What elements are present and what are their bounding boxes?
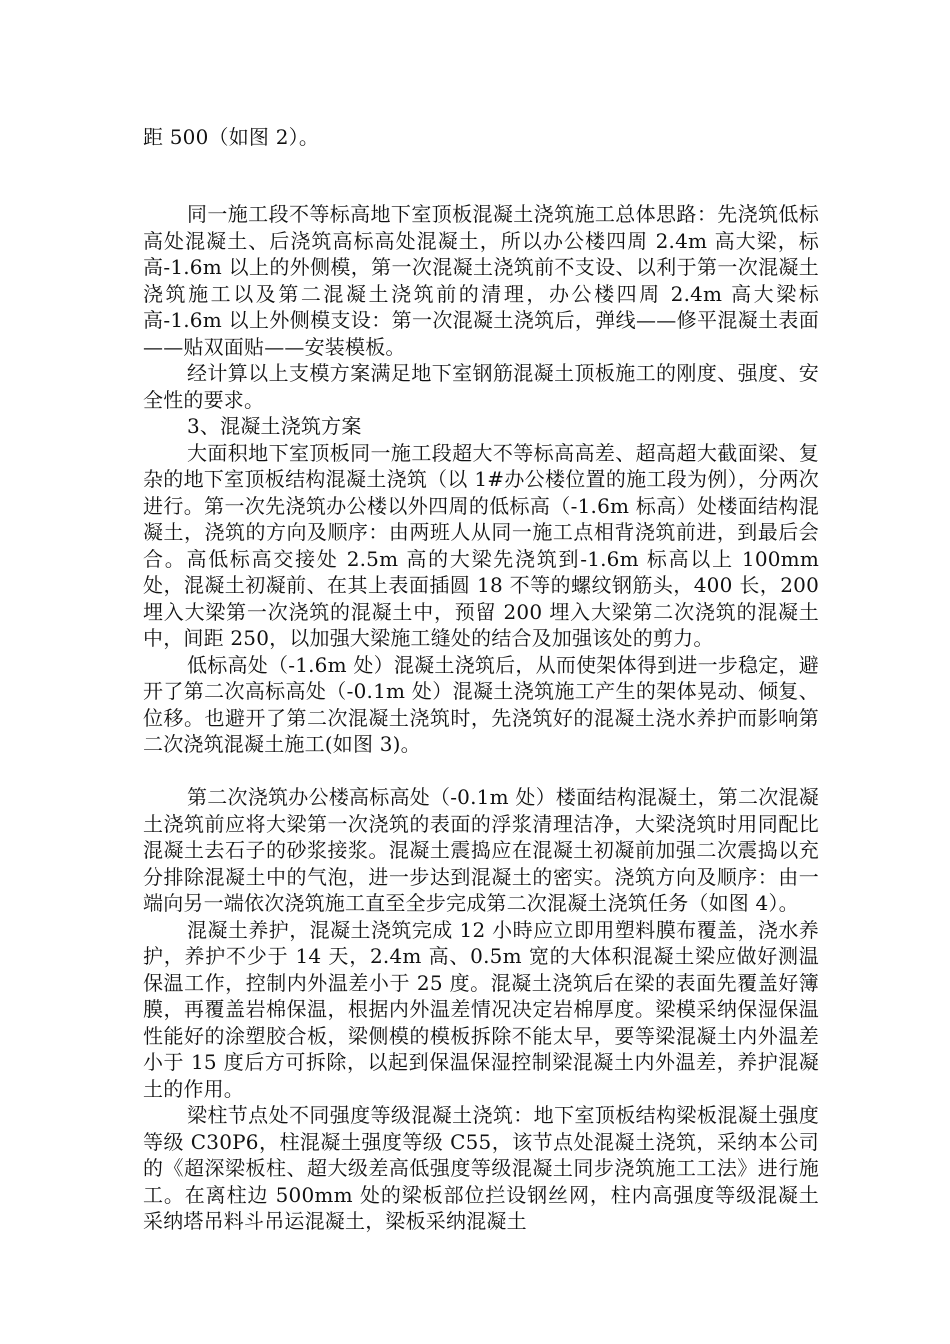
- paragraph-second-pour: 第二次浇筑办公楼高标高处（-0.1m 处）楼面结构混凝土，第二次混凝土浇筑前应将大梁第一次浇筑的表面的浮浆清理洁净，大梁浇筑时用同配比混凝土去石子的砂浆接浆。混凝土震捣应在混凝土初凝前加强二次震捣以充分排除混凝土中的气泡，进一步达到混凝土的密实。浇筑方向及顺序：由一端向另一端依次浇筑施工直至全步完成第二次混凝土浇筑任务（如图 4）。: [143, 785, 819, 915]
- paragraph-first-pour: 大面积地下室顶板同一施工段超大不等标高高差、超高超大截面梁、复杂的地下室顶板结构混凝土浇筑（以 1#办公楼位置的施工段为例），分两次进行。第一次先浇筑办公楼以外四周的低标高（-1.6m 标高）处楼面结构混凝土，浇筑的方向及顺序：由两班人从同一施工点相背浇筑前进，到最后会合。高低标高交接处 2.5m 高的大梁先浇筑到-1.6m 标高以上 100mm 处，混凝土初凝前、在其上表面插圆 18 不等的螺纹钢筋头，400 长，200 埋入大梁第一次浇筑的混凝土中，预留 200 埋入大梁第二次浇筑的混凝土中，间距 250，以加强大梁施工缝处的结合及加强该处的剪力。: [143, 440, 819, 650]
- paragraph-curing: 混凝土养护，混凝土浇筑完成 12 小時应立即用塑料膜布覆盖，浇水养护，养护不少于 14 天，2.4m 高、0.5m 宽的大体积混凝土梁应做好测温保温工作，控制内外温差小于 25 度。混凝土浇筑后在梁的表面先覆盖好簿膜，再覆盖岩棉保温，根据内外温差情况决定岩棉厚度。梁模采纳保湿保温性能好的涂塑胶合板，梁侧模的模板拆除不能太早，要等梁混凝土内外温差小于 15 度后方可拆除，以起到保温保湿控制梁混凝土内外温差，养护混凝土的作用。: [143, 917, 819, 1101]
- paragraph-pouring-approach: 同一施工段不等标高地下室顶板混凝土浇筑施工总体思路：先浇筑低标高处混凝土、后浇筑高标高处混凝土，所以办公楼四周 2.4m 高大梁，标高-1.6m 以上的外侧模，第一次混凝土浇筑前不支设、以利于第一次混凝土浇筑施工以及第二混凝土浇筑前的清理，办公楼四周 2.4m 高大梁标高-1.6m 以上外侧模支设：第一次混凝土浇筑后，弹线——修平混凝土表面——贴双面贴——安装模板。: [143, 202, 819, 359]
- document-body: [143, 201, 819, 1235]
- continued-line: 距 500（如图 2）。: [143, 125, 320, 149]
- document-continuation: [143, 124, 819, 151]
- section-heading-pouring-plan: 3、混凝土浇筑方案: [187, 414, 362, 438]
- paragraph-gap: [143, 758, 819, 785]
- paragraph-calculation: 经计算以上支模方案满足地下室钢筋混凝土顶板施工的刚度、强度、安全性的要求。: [143, 361, 819, 412]
- paragraph-low-elevation: 低标高处（-1.6m 处）混凝土浇筑后，从而使架体得到进一步稳定，避开了第二次高标高处（-0.1m 处）混凝土浇筑施工产生的架体晃动、倾复、位移。也避开了第二次混凝土浇筑时，先浇筑好的混凝土浇水养护而影响第二次浇筑混凝土施工(如图 3)。: [143, 652, 819, 756]
- paragraph-beam-column-joint: 梁柱节点处不同强度等级混凝土浇筑：地下室顶板结构梁板混凝土强度等级 C30P6，柱混凝土强度等级 C55，该节点处混凝土浇筑，采纳本公司的《超深梁板柱、超大级差高低强度等级混凝土同步浇筑施工工法》进行施工。在离柱边 500mm 处的梁板部位拦设钢丝网，柱内高强度等级混凝土采纳塔吊料斗吊运混凝土，梁板采纳混凝土: [143, 1103, 819, 1233]
